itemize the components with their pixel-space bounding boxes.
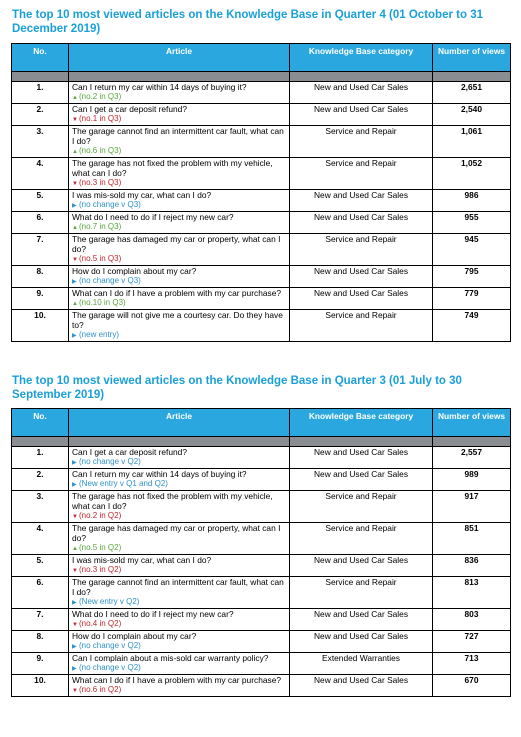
grey-divider-row [12,72,511,82]
article-cell [69,158,290,190]
category-cell: New and Used Car Sales [290,190,433,212]
article-title[interactable]: What do I need to do if I reject my new car? [72,609,234,619]
article-title[interactable]: The garage has not fixed the problem with my vehicle, what can I do? [72,491,273,511]
rank-change-text: (no.3 in Q2) [79,565,122,574]
rank-change-text: (no.5 in Q3) [79,254,122,263]
up-triangle-icon: ▲ [72,95,78,101]
table-row [12,104,511,126]
rank-change [72,114,286,125]
article-cell [69,288,290,310]
rank-change [72,330,286,341]
article-cell [69,555,290,577]
rank-cell: 8. [12,266,69,288]
q3-table [11,408,511,697]
rank-cell: 5. [12,555,69,577]
rank-change [72,565,286,576]
article-title[interactable]: What do I need to do if I reject my new car? [72,212,234,222]
views-cell: 795 [433,266,511,288]
category-cell: Service and Repair [290,491,433,523]
category-cell: New and Used Car Sales [290,447,433,469]
views-cell: 851 [433,523,511,555]
rank-cell: 7. [12,609,69,631]
grey-divider-row [12,437,511,447]
views-cell: 945 [433,234,511,266]
category-cell: Service and Repair [290,126,433,158]
rank-cell: 9. [12,653,69,675]
table-row [12,82,511,104]
category-cell: New and Used Car Sales [290,212,433,234]
article-title[interactable]: Can I return my car within 14 days of buying it? [72,82,247,92]
views-cell: 727 [433,631,511,653]
table-row [12,675,511,697]
article-cell [69,310,290,342]
rank-cell: 2. [12,104,69,126]
article-title[interactable]: The garage cannot find an intermittent car fault, what can I do? [72,126,284,146]
rank-cell: 6. [12,212,69,234]
down-triangle-icon: ▼ [72,688,78,694]
views-cell: 670 [433,675,511,697]
article-title[interactable]: What can I do if I have a problem with my car purchase? [72,288,282,298]
article-title[interactable]: Can I get a car deposit refund? [72,447,187,457]
article-title[interactable]: I was mis-sold my car, what can I do? [72,190,212,200]
header-no: No. [12,44,69,72]
article-title[interactable]: How do I complain about my car? [72,266,197,276]
views-cell: 986 [433,190,511,212]
rank-cell: 3. [12,491,69,523]
article-title[interactable]: How do I complain about my car? [72,631,197,641]
down-triangle-icon: ▼ [72,568,78,574]
rank-change [72,619,286,630]
views-cell: 713 [433,653,511,675]
views-cell: 2,651 [433,82,511,104]
q4-table [11,43,511,342]
rank-change [72,543,286,554]
up-triangle-icon: ▲ [72,225,78,231]
rank-cell: 8. [12,631,69,653]
views-cell: 836 [433,555,511,577]
rank-change [72,641,286,652]
table-row [12,631,511,653]
rank-change [72,146,286,157]
up-triangle-icon: ▲ [72,301,78,307]
views-cell: 989 [433,469,511,491]
category-cell: Service and Repair [290,310,433,342]
rank-change [72,92,286,103]
right-triangle-icon: ▶ [72,666,77,672]
rank-cell: 5. [12,190,69,212]
article-cell [69,234,290,266]
table-row [12,266,511,288]
rank-change-text: (no.10 in Q3) [79,298,126,307]
rank-change-text: (new entry) [79,330,120,339]
article-title[interactable]: Can I get a car deposit refund? [72,104,187,114]
down-triangle-icon: ▼ [72,257,78,263]
rank-change [72,200,286,211]
rank-change [72,597,286,608]
category-cell: New and Used Car Sales [290,469,433,491]
article-cell [69,653,290,675]
category-cell: Service and Repair [290,577,433,609]
rank-cell: 10. [12,675,69,697]
rank-cell: 7. [12,234,69,266]
header-article: Article [69,44,290,72]
q3-header-row [12,409,511,437]
right-triangle-icon: ▶ [72,600,77,606]
right-triangle-icon: ▶ [72,279,77,285]
article-title[interactable]: The garage has damaged my car or property, what can I do? [72,234,281,254]
down-triangle-icon: ▼ [72,181,78,187]
rank-change-text: (no change v Q2) [79,641,141,650]
article-cell [69,190,290,212]
article-cell [69,491,290,523]
header-views: Number of views [433,409,511,437]
rank-change [72,222,286,233]
q4-table-body [12,82,511,342]
rank-cell: 2. [12,469,69,491]
category-cell: New and Used Car Sales [290,675,433,697]
table-row [12,310,511,342]
article-cell [69,104,290,126]
article-cell [69,82,290,104]
article-cell [69,447,290,469]
article-cell [69,266,290,288]
article-cell [69,126,290,158]
table-row [12,653,511,675]
rank-change-text: (New entry v Q2) [79,597,140,606]
rank-change [72,298,286,309]
right-triangle-icon: ▶ [72,333,77,339]
table-row [12,447,511,469]
rank-change [72,685,286,696]
rank-change-text: (no.3 in Q3) [79,178,122,187]
views-cell: 803 [433,609,511,631]
views-cell: 917 [433,491,511,523]
article-title[interactable]: The garage has damaged my car or property, what can I do? [72,523,281,543]
right-triangle-icon: ▶ [72,203,77,209]
article-title[interactable]: The garage has not fixed the problem with my vehicle, what can I do? [72,158,273,178]
article-title[interactable]: What can I do if I have a problem with my car purchase? [72,675,282,685]
views-cell: 2,557 [433,447,511,469]
article-cell [69,631,290,653]
views-cell: 1,052 [433,158,511,190]
article-cell [69,469,290,491]
header-article: Article [69,409,290,437]
table-row [12,577,511,609]
views-cell: 1,061 [433,126,511,158]
category-cell: New and Used Car Sales [290,609,433,631]
rank-change-text: (no.4 in Q2) [79,619,122,628]
category-cell: New and Used Car Sales [290,104,433,126]
up-triangle-icon: ▲ [72,149,78,155]
article-title[interactable]: Can I complain about a mis-sold car warranty policy? [72,653,269,663]
table-row [12,288,511,310]
article-title[interactable]: I was mis-sold my car, what can I do? [72,555,212,565]
rank-cell: 4. [12,523,69,555]
up-triangle-icon: ▲ [72,546,78,552]
rank-change-text: (no change v Q3) [79,200,141,209]
rank-change-text: (no change v Q2) [79,457,141,466]
rank-change-text: (no change v Q2) [79,663,141,672]
rank-cell: 1. [12,447,69,469]
rank-change-text: (no.1 in Q3) [79,114,122,123]
rank-cell: 4. [12,158,69,190]
category-cell: Service and Repair [290,234,433,266]
right-triangle-icon: ▶ [72,460,77,466]
rank-cell: 9. [12,288,69,310]
table-row [12,158,511,190]
table-row [12,609,511,631]
table-row [12,234,511,266]
views-cell: 955 [433,212,511,234]
rank-cell: 3. [12,126,69,158]
category-cell: New and Used Car Sales [290,631,433,653]
header-no: No. [12,409,69,437]
views-cell: 749 [433,310,511,342]
category-cell: Extended Warranties [290,653,433,675]
q3-table-body [12,447,511,697]
header-category: Knowledge Base category [290,44,433,72]
views-cell: 813 [433,577,511,609]
article-cell [69,577,290,609]
category-cell: Service and Repair [290,158,433,190]
rank-change [72,276,286,287]
table-row [12,469,511,491]
rank-change [72,254,286,265]
views-cell: 779 [433,288,511,310]
header-category: Knowledge Base category [290,409,433,437]
article-cell [69,212,290,234]
category-cell: New and Used Car Sales [290,82,433,104]
rank-change-text: (no.6 in Q2) [79,685,122,694]
rank-cell: 10. [12,310,69,342]
table-row [12,523,511,555]
rank-change [72,479,286,490]
right-triangle-icon: ▶ [72,482,77,488]
category-cell: New and Used Car Sales [290,555,433,577]
q4-title: The top 10 most viewed articles on the Knowledge Base in Quarter 4 (01 October to 31 December 2019) [12,9,483,35]
rank-change-text: (no.6 in Q3) [79,146,122,155]
category-cell: Service and Repair [290,523,433,555]
down-triangle-icon: ▼ [72,514,78,520]
table-row [12,190,511,212]
category-cell: New and Used Car Sales [290,266,433,288]
rank-change-text: (no.5 in Q2) [79,543,122,552]
table-row [12,126,511,158]
article-cell [69,675,290,697]
article-title[interactable]: The garage cannot find an intermittent car fault, what can I do? [72,577,284,597]
article-cell [69,609,290,631]
rank-change-text: (New entry v Q1 and Q2) [79,479,168,488]
category-cell: New and Used Car Sales [290,288,433,310]
down-triangle-icon: ▼ [72,622,78,628]
rank-cell: 1. [12,82,69,104]
rank-change [72,457,286,468]
table-row [12,212,511,234]
rank-change-text: (no.7 in Q3) [79,222,122,231]
article-cell [69,523,290,555]
right-triangle-icon: ▶ [72,644,77,650]
header-views: Number of views [433,44,511,72]
table-row [12,555,511,577]
rank-change [72,663,286,674]
views-cell: 2,540 [433,104,511,126]
q3-title: The top 10 most viewed articles on the Knowledge Base in Quarter 3 (01 July to 30 September 2019) [12,375,462,401]
rank-change-text: (no change v Q3) [79,276,141,285]
rank-change [72,178,286,189]
article-title[interactable]: Can I return my car within 14 days of buying it? [72,469,247,479]
rank-cell: 6. [12,577,69,609]
down-triangle-icon: ▼ [72,117,78,123]
rank-change-text: (no.2 in Q3) [79,92,122,101]
rank-change [72,511,286,522]
q4-header-row [12,44,511,72]
article-title[interactable]: The garage will not give me a courtesy car. Do they have to? [72,310,283,330]
rank-change-text: (no.2 in Q2) [79,511,122,520]
table-row [12,491,511,523]
